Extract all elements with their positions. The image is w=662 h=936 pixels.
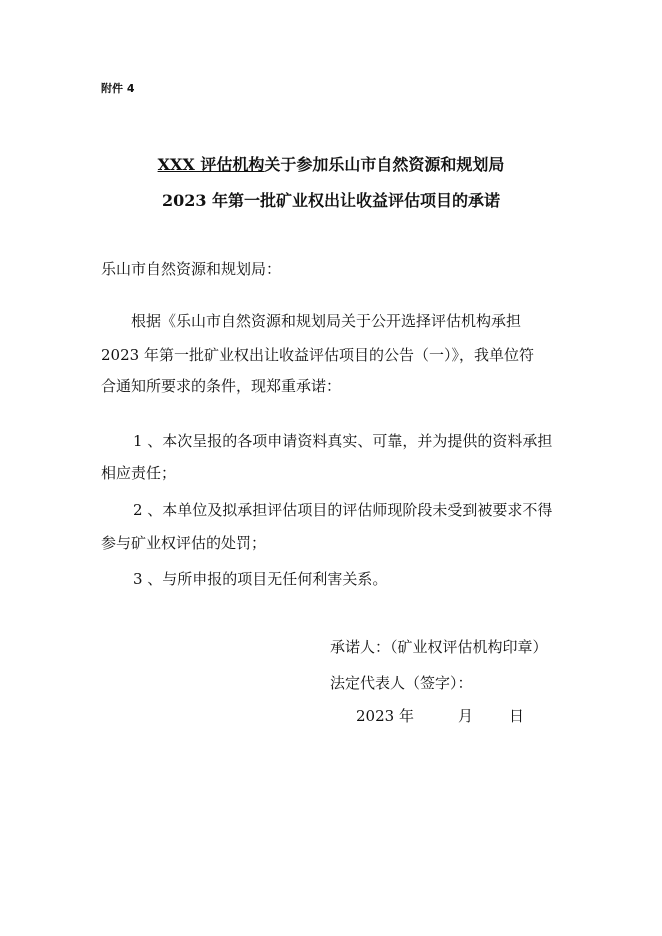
addressee: 乐山市自然资源和规划局： bbox=[101, 260, 282, 278]
item-2-line-1: 2 、本单位及拟承担评估项目的评估师现阶段未受到被要求不得 bbox=[133, 501, 553, 519]
legal-representative-signature: 法定代表人（签字）： bbox=[330, 674, 473, 692]
item-3-line-1: 3 、与所申报的项目无任何利害关系。 bbox=[133, 570, 388, 588]
intro-line-3: 合通知所要求的条件，现郑重承诺： bbox=[101, 377, 342, 395]
date-day: 日 bbox=[508, 707, 524, 725]
date-month: 月 bbox=[457, 707, 473, 725]
title-org-name: XXX 评估机构 bbox=[157, 155, 265, 174]
title-line-2: 2023 年第一批矿业权出让收益评估项目的承诺 bbox=[161, 191, 501, 210]
promisor-signature: 承诺人：（矿业权评估机构印章） bbox=[330, 638, 548, 656]
title-line-1-rest: 关于参加乐山市自然资源和规划局 bbox=[264, 155, 505, 174]
item-1-line-2: 相应责任； bbox=[101, 464, 177, 482]
item-2-line-2: 参与矿业权评估的处罚； bbox=[101, 534, 267, 552]
intro-line-2: 2023 年第一批矿业权出让收益评估项目的公告（一）》，我单位符 bbox=[101, 346, 534, 364]
signature-date bbox=[356, 706, 524, 726]
item-1-line-1: 1 、本次呈报的各项申请资料真实、可靠，并为提供的资料承担 bbox=[133, 432, 553, 450]
attachment-label: 附件 4 bbox=[101, 82, 135, 95]
date-year: 2023 年 bbox=[356, 707, 414, 725]
intro-line-1: 根据《乐山市自然资源和规划局关于公开选择评估机构承担 bbox=[131, 312, 522, 330]
title-line-1 bbox=[0, 155, 662, 175]
